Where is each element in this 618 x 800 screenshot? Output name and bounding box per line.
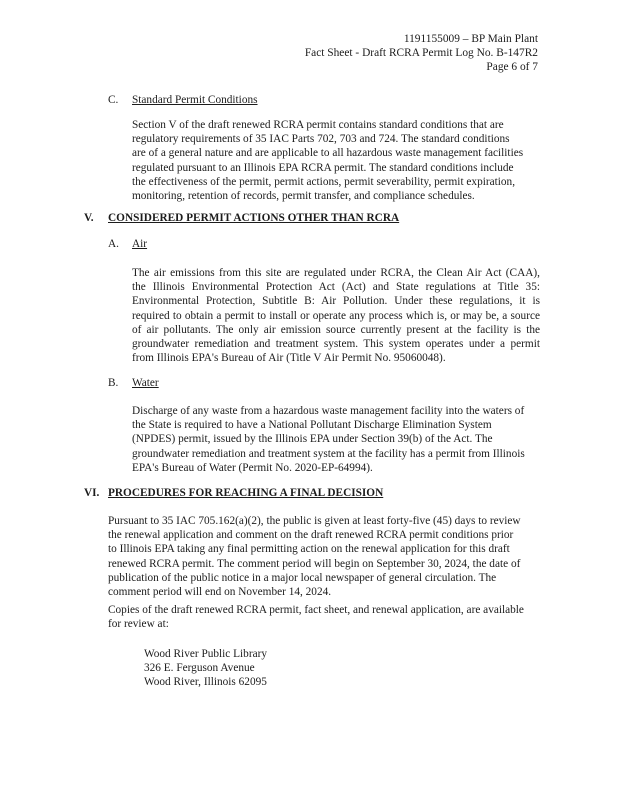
text-line: regulated pursuant to an Illinois EPA RCRA permit. The standard conditions include bbox=[132, 161, 514, 174]
text-line: EPA's Bureau of Water (Permit No. 2020-EP-64994). bbox=[132, 461, 373, 474]
section-v-heading: CONSIDERED PERMIT ACTIONS OTHER THAN RCRA bbox=[108, 212, 400, 224]
header-facility-id: 1191155009 – BP Main Plant bbox=[403, 33, 538, 45]
section-c-body bbox=[132, 118, 540, 203]
subsection-air-letter: A. bbox=[108, 238, 119, 250]
text-line: Copies of the draft renewed RCRA permit, fact sheet, and renewal application, are available bbox=[108, 604, 524, 616]
subsection-water-letter: B. bbox=[108, 377, 119, 389]
procedures-paragraph-1 bbox=[108, 514, 548, 599]
text-line: Discharge of any waste from a hazardous waste management facility into the waters of bbox=[132, 405, 525, 417]
water-body bbox=[132, 404, 540, 475]
text-line: are of a general nature and are applicable to all hazardous waste management facilities bbox=[132, 147, 524, 160]
text-line: regulatory requirements of 35 IAC Parts 702, 703 and 724. The standard conditions bbox=[132, 133, 510, 146]
text-line: publication of the public notice in a major local newspaper of general circulation. The bbox=[108, 571, 497, 584]
text-line: the State is required to have a National Pollutant Discharge Elimination System bbox=[132, 419, 492, 432]
text-line: monitoring, retention of records, permit transfer, and compliance schedules. bbox=[132, 190, 475, 203]
text-line: the Illinois Environmental Protection Act (Act) and State regulations at Title 35: bbox=[132, 281, 540, 294]
text-line: for review at: bbox=[108, 618, 169, 631]
section-vi-heading: PROCEDURES FOR REACHING A FINAL DECISION bbox=[108, 487, 384, 499]
section-v-number: V. bbox=[84, 212, 94, 224]
subsection-air-heading: Air bbox=[132, 238, 148, 250]
section-c-letter: C. bbox=[108, 94, 119, 106]
text-line: Environmental Protection, Subtitle B: Air Pollution. Under these regulations, it is bbox=[132, 295, 540, 308]
text-line: (NPDES) permit, issued by the Illinois EPA under Section 39(b) of the Act. The bbox=[132, 433, 493, 446]
header-page-number: Page 6 of 7 bbox=[486, 61, 538, 73]
library-city: Wood River, Illinois 62095 bbox=[144, 676, 267, 689]
text-line: groundwater remediation and treatment system at the facility has a permit from Illinois bbox=[132, 447, 525, 460]
text-line: the effectiveness of the permit, permit actions, permit severability, permit expiration, bbox=[132, 175, 516, 188]
text-line: groundwater remediation and treatment system. This system operates under a permit bbox=[132, 338, 540, 351]
subsection-water-heading: Water bbox=[132, 377, 159, 389]
text-line: Section V of the draft renewed RCRA permit contains standard conditions that are bbox=[132, 119, 504, 131]
text-line: The air emissions from this site are regulated under RCRA, the Clean Air Act (CAA), bbox=[132, 267, 540, 279]
page-header bbox=[305, 32, 538, 74]
library-name: Wood River Public Library bbox=[144, 648, 268, 660]
text-line: the renewal application and comment on the draft renewed RCRA permit conditions prior bbox=[108, 529, 514, 542]
library-address bbox=[144, 647, 444, 690]
procedures-paragraph-2 bbox=[108, 603, 548, 631]
text-line: from Illinois EPA's Bureau of Air (Title V Air Permit No. 95060048). bbox=[132, 352, 446, 365]
section-vi-number: VI. bbox=[84, 487, 100, 499]
text-line: to Illinois EPA taking any final permitting action on the renewal application for this draft bbox=[108, 543, 510, 556]
text-line: of air pollutants. The only air emission source currently present at the facility is the bbox=[132, 323, 540, 336]
header-document-title: Fact Sheet - Draft RCRA Permit Log No. B-147R2 bbox=[304, 47, 538, 59]
library-street: 326 E. Ferguson Avenue bbox=[144, 662, 255, 675]
text-line: Pursuant to 35 IAC 705.162(a)(2), the public is given at least forty-five (45) days to review bbox=[108, 515, 521, 527]
text-line: required to obtain a permit to install or operate any process which is, or may be, a source bbox=[132, 309, 540, 322]
section-c-heading: Standard Permit Conditions bbox=[132, 94, 258, 106]
text-line: comment period will end on November 14, 2024. bbox=[108, 586, 332, 599]
air-body bbox=[132, 266, 540, 365]
text-line: renewed RCRA permit. The comment period will begin on September 30, 2024, the date of bbox=[108, 557, 521, 570]
